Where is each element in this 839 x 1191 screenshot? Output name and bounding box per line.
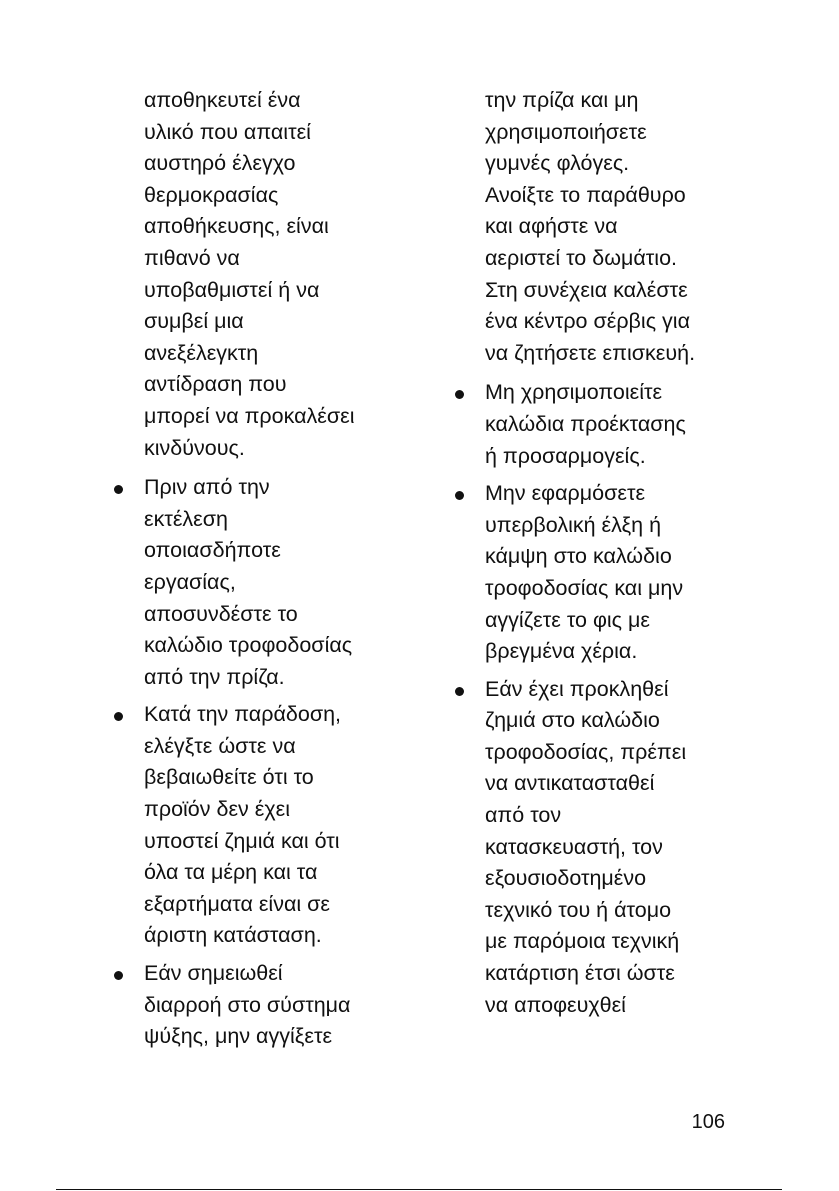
left-column (108, 85, 408, 1059)
list-item (108, 472, 408, 693)
right-column (449, 85, 769, 1027)
right-continuation-text: την πρίζα και μη χρησιμοποιήσετε γυμνές φλόγες. Ανοίξτε το παράθυρο και αφήστε να αεριστεί το δωμάτιο. Στη συνέχεια καλέστε ένα κέντρο σέρβις για να ζητήσετε επισκευή. (485, 88, 696, 365)
bullet-icon (108, 958, 144, 990)
list-item-text: Κατά την παράδοση, ελέγξτε ώστε να βεβαιωθείτε ότι το προϊόν δεν έχει υποστεί ζημιά και ότι όλα τα μέρη και τα εξαρτήματα είναι σε άριστη κατάσταση. (144, 702, 342, 948)
list-item (108, 699, 408, 952)
bullet-icon (449, 377, 485, 409)
list-item-text: Εάν έχει προκληθεί ζημιά στο καλώδιο τροφοδοσίας, πρέπει να αντικατασταθεί από τον κατασκευαστή, τον εξουσιοδοτημένο τεχνικό του ή άτομο με παρόμοια τεχνική κατάρτιση έτσι ώστε να αποφευχθεί (485, 676, 687, 1017)
list-item-text: Μην εφαρμόσετε υπερβολική έλξη ή κάμψη στο καλώδιο τροφοδοσίας και μην αγγίζετε το φις με βρεγμένα χέρια. (485, 481, 684, 664)
page-number: 106 (691, 1111, 725, 1133)
list-item-text: Πριν από την εκτέλεση οποιασδήποτε εργασίας, αποσυνδέστε το καλώδιο τροφοδοσίας από την πρίζα. (144, 475, 353, 689)
list-item (108, 958, 408, 1053)
bullet-icon (449, 478, 485, 510)
bullet-icon (108, 472, 144, 504)
bullet-icon (108, 699, 144, 731)
bullet-icon (449, 674, 485, 706)
list-item (449, 674, 769, 1022)
footer-divider (56, 1189, 782, 1190)
list-item-text: Μη χρησιμοποιείτε καλώδια προέκτασης ή προσαρμογείς. (485, 380, 686, 468)
list-item-text: Εάν σημειωθεί διαρροή στο σύστημα ψύξης, μην αγγίξετε (144, 961, 351, 1049)
list-item (449, 478, 769, 668)
list-item (449, 377, 769, 472)
left-continuation-text: αποθηκευτεί ένα υλικό που απαιτεί αυστηρό έλεγχο θερμοκρασίας αποθήκευσης, είναι πιθανό να υποβαθμιστεί ή να συμβεί μια ανεξέλεγκτη αντίδραση που μπορεί να προκαλέσει κινδύνους. (144, 88, 355, 460)
